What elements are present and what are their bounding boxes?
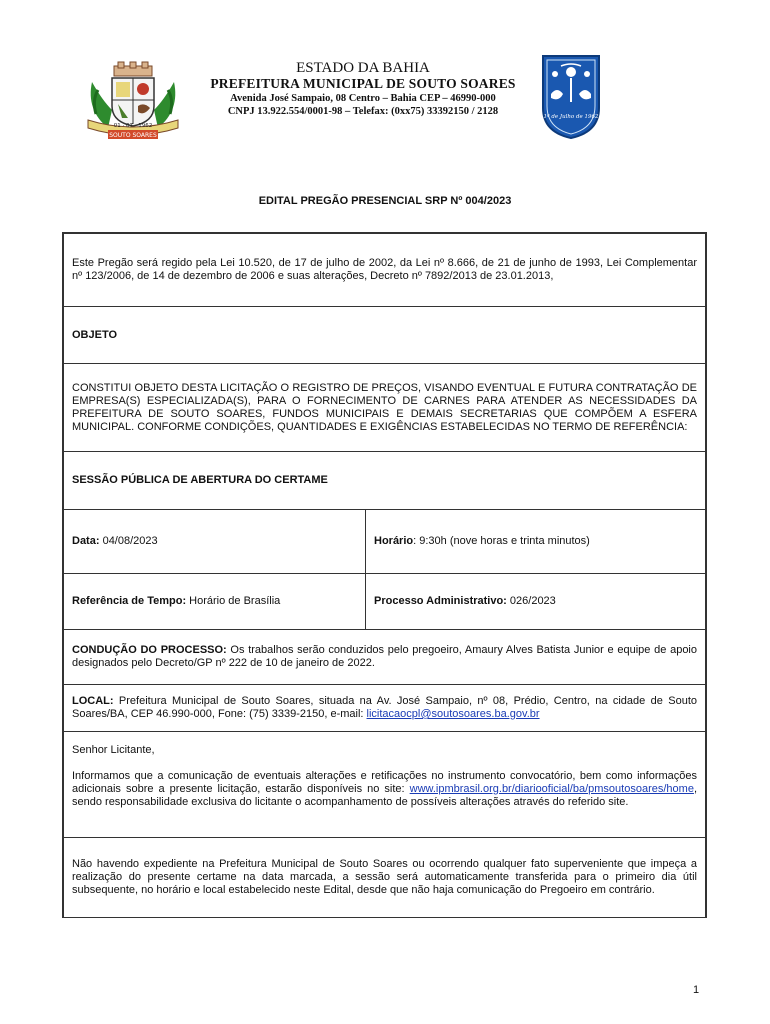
local-label: LOCAL:	[72, 695, 114, 707]
referencia-label: Referência de Tempo:	[72, 595, 187, 607]
referencia-value: Horário de Brasília	[186, 595, 281, 607]
processo-label: Processo Administrativo:	[374, 595, 507, 607]
objeto-text: CONSTITUI OBJETO DESTA LICITAÇÃO O REGISTRO DE PREÇOS, VISANDO EVENTUAL E FUTURA CONTRATAÇÃO DE EMPRESA(S) ESPECIALIZADA(S), PARA O FORNECIMENTO DE CARNES PARA ATENDER AS NECESSIDADES DA PREFEITURA DE SOUTO SOARES, FUNDOS MUNICIPAIS E DEMAIS SECRETARIAS QUE COMPÕEM A ESFERA MUNICIPAL. CONFORME CONDIÇÕES, QUANTIDADES E EXIGÊNCIAS ESTABELECIDAS NO TERMO DE REFERÊNCIA:	[72, 381, 697, 433]
objeto-row	[64, 364, 705, 452]
data-horario-row	[64, 510, 705, 574]
processo-value: 026/2023	[506, 595, 556, 607]
prefeitura-name: PREFEITURA MUNICIPAL DE SOUTO SOARES	[210, 76, 516, 91]
processo-cell	[366, 574, 564, 629]
svg-text:SOUTO SOARES: SOUTO SOARES	[109, 132, 157, 139]
objeto-heading: OBJETO	[72, 328, 118, 341]
document-title: EDITAL PREGÃO PRESENCIAL SRP Nº 004/2023	[258, 195, 512, 207]
nao-havendo-row	[64, 838, 705, 918]
local-row	[64, 685, 705, 732]
nao-havendo-text: Não havendo expediente na Prefeitura Municipal de Souto Soares ou ocorrendo qualquer fato superveniente que impeça a realização do presente certame na data marcada, a sessão será automaticamente transferida para o primeiro dia útil subsequente, no horário e local estabelecido neste Edital, desde que não haja comunicação do Pregoeiro em contrário.	[72, 858, 697, 896]
svg-text:1º de Julho de 1962: 1º de Julho de 1962	[543, 114, 599, 120]
horario-value: : 9:30h (nove horas e trinta minutos)	[413, 535, 590, 547]
municipal-seal-icon	[537, 52, 605, 140]
salutation: Senhor Licitante,	[72, 744, 155, 756]
edital-summary-table	[62, 232, 707, 918]
page-number: 1	[693, 984, 700, 996]
site-link[interactable]: www.ipmbrasil.org.br/diariooficial/ba/pmsoutosoares/home	[409, 783, 694, 795]
municipal-coat-of-arms-icon	[78, 60, 188, 140]
cnpj-line: CNPJ 13.922.554/0001-98 – Telefax: (0xx75) 33392150 / 2128	[227, 106, 499, 117]
letterhead-text	[190, 60, 536, 118]
conducao-label: CONDUÇÃO DO PROCESSO:	[72, 644, 227, 656]
local-text: Prefeitura Municipal de Souto Soares, situada na Av. José Sampaio, nº 08, Prédio, Centro, na cidade de Souto Soares/BA, CEP 46.990-000, Fone: (75) 3339-2150, e-mail:	[72, 695, 697, 720]
objeto-heading-row	[64, 307, 705, 364]
state-name: ESTADO DA BAHIA	[296, 60, 430, 76]
horario-cell	[366, 510, 598, 573]
data-value: 04/08/2023	[99, 535, 158, 547]
referencia-cell	[64, 574, 366, 629]
intro-text: Este Pregão será regido pela Lei 10.520, de 17 de julho de 2002, da Lei nº 8.666, de 21 de junho de 1993, Lei Complementar nº 123/2006, de 14 de dezembro de 2006 e suas alterações, Decreto nº 7892/2013 de 23.01.2013,	[72, 257, 697, 282]
sessao-heading-row	[64, 452, 705, 510]
data-cell	[64, 510, 366, 573]
letterhead	[0, 48, 770, 143]
informamos-text: Informamos que a comunicação de eventuais alterações e retificações no instrumento convocatório, bem como informações adicionais sobre a presente licitação, estarão disponíveis no site:	[72, 770, 697, 795]
data-label: Data:	[72, 535, 100, 547]
email-link[interactable]: licitacaocpl@soutosoares.ba.gov.br	[366, 708, 540, 720]
svg-text:01 · 07 · 1962: 01 · 07 · 1962	[113, 123, 153, 129]
informamos-tail: , sendo responsabilidade exclusiva do licitante o acompanhamento de possíveis alterações através do referido site.	[72, 783, 697, 808]
intro-row	[64, 234, 705, 307]
referencia-processo-row	[64, 574, 705, 630]
senhor-licitante-row	[64, 732, 705, 838]
address-line: Avenida José Sampaio, 08 Centro – Bahia CEP – 46990-000	[230, 93, 496, 104]
horario-label: Horário	[374, 535, 414, 547]
conducao-text: Os trabalhos serão conduzidos pelo pregoeiro, Amaury Alves Batista Junior e equipe de apoio designados pelo Decreto/GP nº 222 de 10 de janeiro de 2022.	[72, 644, 697, 669]
conducao-row	[64, 630, 705, 685]
sessao-heading: SESSÃO PÚBLICA DE ABERTURA DO CERTAME	[72, 474, 328, 486]
